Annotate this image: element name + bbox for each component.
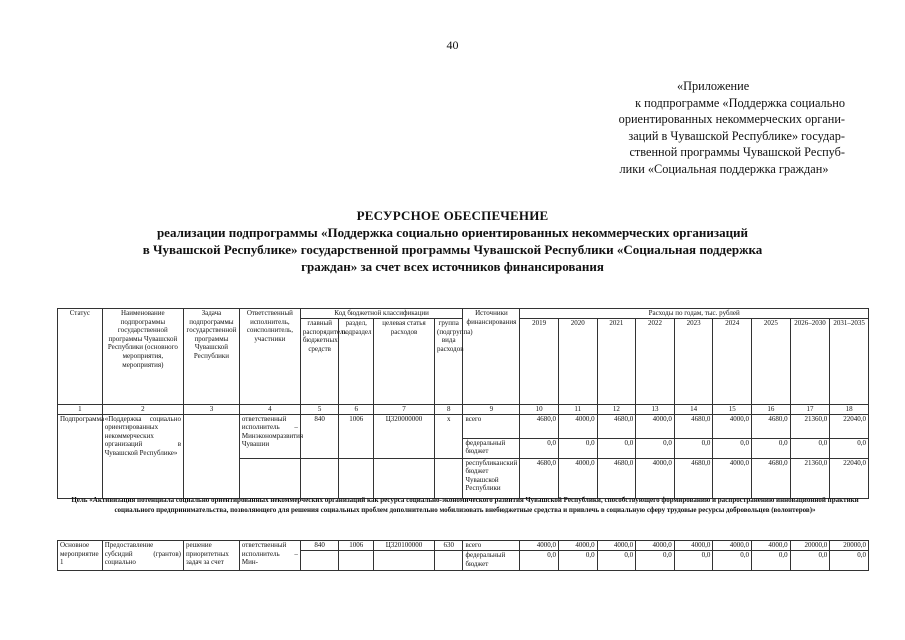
cell-value: 4680,0 (674, 414, 713, 438)
cell-status: Подпрограмма (58, 414, 103, 498)
header-budget-code: Код бюджетной классификации (300, 309, 463, 319)
header-group: группа (подгруппа) вида расходов (434, 319, 462, 405)
cell-value: 4000,0 (674, 541, 713, 551)
header-year: 2021 (597, 319, 636, 405)
cell-section: 1006 (339, 541, 374, 551)
header-sources: Источники финансирования (463, 309, 520, 405)
cell-source: всего (463, 541, 520, 551)
col-number: 2 (102, 405, 183, 415)
header-target: целевая статья расходов (374, 319, 435, 405)
cell-source: федеральный бюджет (463, 551, 520, 571)
cell-value: 0,0 (830, 551, 869, 571)
cell-value: 0,0 (636, 438, 675, 458)
col-number: 1 (58, 405, 103, 415)
cell-value: 4000,0 (713, 541, 752, 551)
cell-value: 21360,0 (790, 458, 830, 498)
cell-value: 4680,0 (597, 414, 636, 438)
cell-value: 0,0 (520, 438, 559, 458)
cell-task: решение приоритетных задач за счет (184, 541, 240, 571)
appendix-note (583, 78, 845, 177)
cell-source: республиканский бюджет Чувашской Республики (463, 458, 520, 498)
resource-table-continued (57, 540, 869, 571)
cell-value: 0,0 (520, 551, 559, 571)
header-task: Задача подпрограммы государственной программы Чувашской Республики (184, 309, 240, 405)
cell-value: 4000,0 (520, 541, 559, 551)
header-year: 2022 (636, 319, 675, 405)
cell-value: 4000,0 (558, 458, 597, 498)
cell-value: 20000,0 (830, 541, 869, 551)
cell-value: 21360,0 (790, 414, 830, 438)
cell-value: 4680,0 (597, 458, 636, 498)
title-line: граждан» за счет всех источников финансирования (301, 259, 604, 274)
col-number: 16 (752, 405, 791, 415)
table-row (58, 414, 869, 438)
cell-value: 0,0 (674, 438, 713, 458)
cell-target: Ц320100000 (374, 541, 435, 551)
cell-value: 4000,0 (636, 414, 675, 438)
cell-value: 4000,0 (636, 458, 675, 498)
cell-value: 4000,0 (636, 541, 675, 551)
column-numbers-row (58, 405, 869, 415)
cell-section: 1006 (339, 414, 374, 458)
cell-value: 0,0 (790, 438, 830, 458)
cell-section (339, 551, 374, 571)
cell-value: 0,0 (558, 438, 597, 458)
cell-value: 4000,0 (752, 541, 791, 551)
col-number: 12 (597, 405, 636, 415)
cell-value: 0,0 (597, 551, 636, 571)
cell-value: 20000,0 (790, 541, 830, 551)
header-year: 2026–2030 (790, 319, 830, 405)
cell-responsible: ответственный исполнитель – Минэкономразвития Чувашии (239, 414, 300, 458)
appendix-line: «Приложение (677, 79, 750, 93)
cell-grbs (300, 458, 339, 498)
cell-grbs: 840 (300, 541, 339, 551)
col-number: 17 (790, 405, 830, 415)
col-number: 13 (636, 405, 675, 415)
header-year: 2019 (520, 319, 559, 405)
cell-value: 22040,0 (830, 414, 869, 438)
cell-value: 0,0 (558, 551, 597, 571)
cell-responsible: ответственный исполнитель – Мин- (239, 541, 300, 571)
appendix-line: заций в Чувашской Республике» государ- (628, 128, 845, 143)
page-number: 40 (446, 38, 459, 52)
col-number: 8 (434, 405, 462, 415)
col-number: 7 (374, 405, 435, 415)
header-name: Наименование подпрограммы государственной программы Чувашской Республики (основного мероприятия, мероприятия) (102, 309, 183, 405)
title-line: в Чувашской Республике» государственной программы Чувашской Республики «Социальная поддержка (142, 242, 763, 257)
header-year: 2031–2035 (830, 319, 869, 405)
col-number: 9 (463, 405, 520, 415)
appendix-line: лики «Социальная поддержка граждан» (619, 161, 829, 176)
cell-source: всего (463, 414, 520, 438)
title-line: реализации подпрограммы «Поддержка социально ориентированных некоммерческих организаций (156, 225, 749, 240)
cell-name: Предоставление субсидий (грантов) социально (102, 541, 183, 571)
cell-source: федеральный бюджет (463, 438, 520, 458)
header-expenses: Расходы по годам, тыс. рублей (520, 309, 869, 319)
col-number: 14 (674, 405, 713, 415)
col-number: 10 (520, 405, 559, 415)
appendix-line: ориентированных некоммерческих органи- (618, 112, 845, 126)
col-number: 3 (184, 405, 240, 415)
header-status: Статус (58, 309, 103, 405)
cell-value: 4680,0 (752, 414, 791, 438)
cell-value: 0,0 (597, 438, 636, 458)
appendix-line: ственной программы Чувашской Респуб- (629, 145, 845, 159)
cell-value: 0,0 (674, 551, 713, 571)
cell-value: 0,0 (713, 438, 752, 458)
title-heading: РЕСУРСНОЕ ОБЕСПЕЧЕНИЕ (356, 208, 549, 223)
cell-value: 4000,0 (713, 458, 752, 498)
cell-target (374, 551, 435, 571)
col-number: 11 (558, 405, 597, 415)
cell-target: Ц320000000 (374, 414, 435, 458)
document-title (0, 207, 905, 275)
cell-name: «Поддержка социально ориентированных некоммерческих организаций в Чувашской Республике» (102, 414, 183, 498)
col-number: 6 (339, 405, 374, 415)
cell-value: 0,0 (713, 551, 752, 571)
cell-group: х (434, 414, 462, 458)
header-year: 2025 (752, 319, 791, 405)
cell-value: 4000,0 (597, 541, 636, 551)
cell-value: 0,0 (636, 551, 675, 571)
cell-value: 0,0 (752, 551, 791, 571)
cell-value: 0,0 (752, 438, 791, 458)
col-number: 4 (239, 405, 300, 415)
cell-value: 4680,0 (674, 458, 713, 498)
header-section: раздел, подраздел (339, 319, 374, 405)
header-grbs: главный распорядитель бюджетных средств (300, 319, 339, 405)
cell-value: 4000,0 (558, 414, 597, 438)
cell-section (339, 458, 374, 498)
cell-value: 4680,0 (752, 458, 791, 498)
cell-value: 0,0 (830, 438, 869, 458)
goal-text: Цель «Активизация потенциала социально ориентированных некоммерческих организаций как ресурса социально-экономического развития Чувашской Республики, способствующего формированию и распространению инновационной практики социального предпринимательства, позволяющего для решения социальных проблем дополнительно мобилизовать внебюджетные средства и привлечь в социальную сферу трудовые ресурсы добровольцев (волонтеров)» (71, 496, 859, 514)
cell-target (374, 458, 435, 498)
cell-value: 4000,0 (558, 541, 597, 551)
cell-value: 4680,0 (520, 458, 559, 498)
header-responsible: Ответственный исполнитель, соисполнитель, участники (239, 309, 300, 405)
appendix-line: к подпрограмме «Поддержка социально (635, 95, 845, 110)
cell-value: 0,0 (790, 551, 830, 571)
cell-value: 4680,0 (520, 414, 559, 438)
resource-table (57, 308, 869, 499)
cell-value: 22040,0 (830, 458, 869, 498)
table-row (58, 541, 869, 551)
cell-group (434, 458, 462, 498)
cell-value: 4000,0 (713, 414, 752, 438)
cell-responsible (239, 458, 300, 498)
cell-status: Основное мероприятие 1 (58, 541, 103, 571)
cell-grbs (300, 551, 339, 571)
cell-group (434, 551, 462, 571)
header-year: 2023 (674, 319, 713, 405)
col-number: 15 (713, 405, 752, 415)
cell-grbs: 840 (300, 414, 339, 458)
col-number: 18 (830, 405, 869, 415)
cell-group: 630 (434, 541, 462, 551)
col-number: 5 (300, 405, 339, 415)
header-year: 2024 (713, 319, 752, 405)
cell-task (184, 414, 240, 498)
header-year: 2020 (558, 319, 597, 405)
